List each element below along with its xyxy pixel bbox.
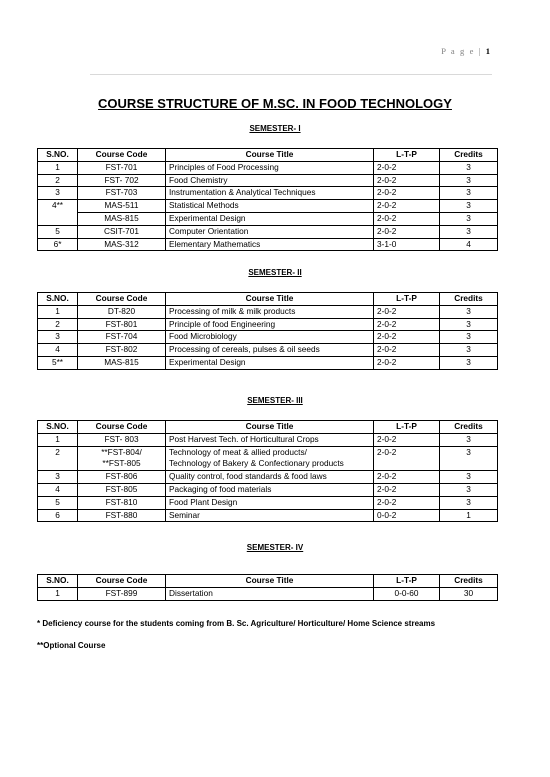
cell-code: FST-880 xyxy=(78,509,166,522)
cell-credits: 4 xyxy=(440,238,498,251)
header-course-code: Course Code xyxy=(78,421,166,434)
table-row xyxy=(38,496,498,509)
cell-ltp: 2-0-2 xyxy=(374,225,440,238)
cell-ltp: 2-0-2 xyxy=(374,356,440,369)
cell-credits: 3 xyxy=(440,174,498,187)
cell-credits: 3 xyxy=(440,433,498,446)
cell-sno: 1 xyxy=(38,587,78,600)
cell-credits: 3 xyxy=(440,187,498,200)
cell-title: Processing of cereals, pulses & oil seeds xyxy=(166,344,374,357)
header-ltp: L-T-P xyxy=(374,149,440,162)
header-course-code: Course Code xyxy=(78,575,166,588)
cell-code: MAS-312 xyxy=(78,238,166,251)
cell-sno xyxy=(38,212,78,225)
cell-code: FST-806 xyxy=(78,471,166,484)
cell-code: **FST-805 xyxy=(78,458,166,470)
cell-code: FST-801 xyxy=(78,318,166,331)
header-course-title: Course Title xyxy=(166,575,374,588)
table-row xyxy=(38,161,498,174)
cell-title: Instrumentation & Analytical Techniques xyxy=(166,187,374,200)
cell-sno: 5 xyxy=(38,496,78,509)
table-header-row xyxy=(38,149,498,162)
cell-code: MAS-511 xyxy=(78,200,166,213)
table-row xyxy=(38,305,498,318)
cell-sno: 6 xyxy=(38,509,78,522)
semester-3-table xyxy=(37,420,498,522)
cell-sno: 1 xyxy=(38,433,78,446)
table-header-row xyxy=(38,293,498,306)
cell-credits: 3 xyxy=(440,483,498,496)
cell-credits: 3 xyxy=(440,305,498,318)
cell-credits: 3 xyxy=(440,212,498,225)
cell-sno: 5 xyxy=(38,225,78,238)
cell-code: FST-810 xyxy=(78,496,166,509)
header-course-code: Course Code xyxy=(78,149,166,162)
table-header-row xyxy=(38,421,498,434)
cell-title: Food Plant Design xyxy=(166,496,374,509)
cell-code: MAS-815 xyxy=(78,356,166,369)
cell-ltp: 3-1-0 xyxy=(374,238,440,251)
header-ltp: L-T-P xyxy=(374,293,440,306)
cell-code: FST-802 xyxy=(78,344,166,357)
cell-sno: 4** xyxy=(38,200,78,213)
cell-credits: 3 xyxy=(440,356,498,369)
header-ltp: L-T-P xyxy=(374,421,440,434)
cell-credits: 3 xyxy=(440,344,498,357)
table-row xyxy=(38,446,498,458)
table-row xyxy=(38,318,498,331)
header-divider xyxy=(90,74,492,75)
table-row xyxy=(38,509,498,522)
cell-credits xyxy=(440,458,498,470)
cell-ltp: 0-0-2 xyxy=(374,509,440,522)
table-row xyxy=(38,458,498,470)
cell-code: **FST-804/ xyxy=(78,446,166,458)
cell-sno: 1 xyxy=(38,305,78,318)
table-row xyxy=(38,587,498,600)
header-credits: Credits xyxy=(440,293,498,306)
cell-title: Seminar xyxy=(166,509,374,522)
header-sno: S.NO. xyxy=(38,575,78,588)
header-credits: Credits xyxy=(440,149,498,162)
cell-code: CSIT-701 xyxy=(78,225,166,238)
table-row xyxy=(38,344,498,357)
cell-credits: 30 xyxy=(440,587,498,600)
cell-ltp: 2-0-2 xyxy=(374,471,440,484)
cell-title: Processing of milk & milk products xyxy=(166,305,374,318)
header-course-code: Course Code xyxy=(78,293,166,306)
cell-credits: 3 xyxy=(440,331,498,344)
table-row xyxy=(38,238,498,251)
cell-ltp: 2-0-2 xyxy=(374,212,440,225)
cell-code: FST- 803 xyxy=(78,433,166,446)
cell-title: Principle of food Engineering xyxy=(166,318,374,331)
cell-ltp: 2-0-2 xyxy=(374,496,440,509)
footnote-optional: **Optional Course xyxy=(37,641,106,650)
table-row xyxy=(38,433,498,446)
cell-title: Experimental Design xyxy=(166,212,374,225)
cell-title: Quality control, food standards & food laws xyxy=(166,471,374,484)
table-row xyxy=(38,331,498,344)
cell-title: Food Microbiology xyxy=(166,331,374,344)
page-number-value: 1 xyxy=(485,46,490,56)
cell-sno: 5** xyxy=(38,356,78,369)
header-course-title: Course Title xyxy=(166,421,374,434)
cell-credits: 3 xyxy=(440,496,498,509)
cell-title: Food Chemistry xyxy=(166,174,374,187)
table-row xyxy=(38,187,498,200)
cell-sno: 3 xyxy=(38,331,78,344)
page-label: P a g e xyxy=(441,46,475,56)
semester-4-heading: SEMESTER- IV xyxy=(246,543,304,552)
cell-ltp: 2-0-2 xyxy=(374,161,440,174)
header-sno: S.NO. xyxy=(38,293,78,306)
cell-sno: 6* xyxy=(38,238,78,251)
header-sno: S.NO. xyxy=(38,421,78,434)
page-number: P a g e | 1 xyxy=(441,46,490,56)
semester-2-table xyxy=(37,292,498,370)
cell-credits: 3 xyxy=(440,161,498,174)
footnote-deficiency: * Deficiency course for the students coming from B. Sc. Agriculture/ Horticulture/ Home Science streams xyxy=(37,619,436,628)
header-credits: Credits xyxy=(440,575,498,588)
cell-code: FST-701 xyxy=(78,161,166,174)
cell-credits: 3 xyxy=(440,200,498,213)
cell-sno xyxy=(38,458,78,470)
cell-code: FST- 702 xyxy=(78,174,166,187)
cell-title: Experimental Design xyxy=(166,356,374,369)
cell-code: FST-805 xyxy=(78,483,166,496)
cell-title: Technology of meat & allied products/ xyxy=(166,446,374,458)
table-row xyxy=(38,225,498,238)
cell-ltp: 2-0-2 xyxy=(374,200,440,213)
cell-code: FST-704 xyxy=(78,331,166,344)
table-row xyxy=(38,174,498,187)
cell-sno: 2 xyxy=(38,318,78,331)
cell-ltp: 2-0-2 xyxy=(374,344,440,357)
table-header-row xyxy=(38,575,498,588)
cell-title: Statistical Methods xyxy=(166,200,374,213)
header-sno: S.NO. xyxy=(38,149,78,162)
semester-2-heading: SEMESTER- II xyxy=(248,268,302,277)
cell-title: Elementary Mathematics xyxy=(166,238,374,251)
cell-sno: 3 xyxy=(38,187,78,200)
cell-ltp: 2-0-2 xyxy=(374,318,440,331)
cell-credits: 1 xyxy=(440,509,498,522)
cell-sno: 2 xyxy=(38,446,78,458)
header-course-title: Course Title xyxy=(166,293,374,306)
cell-title: Packaging of food materials xyxy=(166,483,374,496)
cell-credits: 3 xyxy=(440,225,498,238)
cell-sno: 4 xyxy=(38,344,78,357)
semester-1-table xyxy=(37,148,498,251)
cell-ltp: 0-0-60 xyxy=(374,587,440,600)
cell-title: Technology of Bakery & Confectionary products xyxy=(166,458,374,470)
cell-sno: 1 xyxy=(38,161,78,174)
table-row xyxy=(38,212,498,225)
cell-title: Dissertation xyxy=(166,587,374,600)
header-ltp: L-T-P xyxy=(374,575,440,588)
cell-code: DT-820 xyxy=(78,305,166,318)
document-title: COURSE STRUCTURE OF M.SC. IN FOOD TECHNOLOGY xyxy=(98,96,452,111)
table-row xyxy=(38,483,498,496)
cell-ltp: 2-0-2 xyxy=(374,305,440,318)
semester-1-heading: SEMESTER- I xyxy=(249,124,301,133)
cell-ltp: 2-0-2 xyxy=(374,483,440,496)
header-course-title: Course Title xyxy=(166,149,374,162)
cell-title: Principles of Food Processing xyxy=(166,161,374,174)
cell-code: MAS-815 xyxy=(78,212,166,225)
table-row xyxy=(38,471,498,484)
cell-sno: 3 xyxy=(38,471,78,484)
cell-ltp xyxy=(374,458,440,470)
cell-code: FST-703 xyxy=(78,187,166,200)
cell-title: Post Harvest Tech. of Horticultural Crops xyxy=(166,433,374,446)
cell-ltp: 2-0-2 xyxy=(374,187,440,200)
cell-ltp: 2-0-2 xyxy=(374,433,440,446)
cell-credits: 3 xyxy=(440,471,498,484)
cell-sno: 2 xyxy=(38,174,78,187)
header-credits: Credits xyxy=(440,421,498,434)
cell-ltp: 2-0-2 xyxy=(374,174,440,187)
cell-code: FST-899 xyxy=(78,587,166,600)
table-row xyxy=(38,200,498,213)
semester-4-table xyxy=(37,574,498,601)
cell-credits: 3 xyxy=(440,446,498,458)
cell-ltp: 2-0-2 xyxy=(374,331,440,344)
cell-title: Computer Orientation xyxy=(166,225,374,238)
table-row xyxy=(38,356,498,369)
semester-3-heading: SEMESTER- III xyxy=(247,396,303,405)
cell-ltp: 2-0-2 xyxy=(374,446,440,458)
cell-sno: 4 xyxy=(38,483,78,496)
cell-credits: 3 xyxy=(440,318,498,331)
